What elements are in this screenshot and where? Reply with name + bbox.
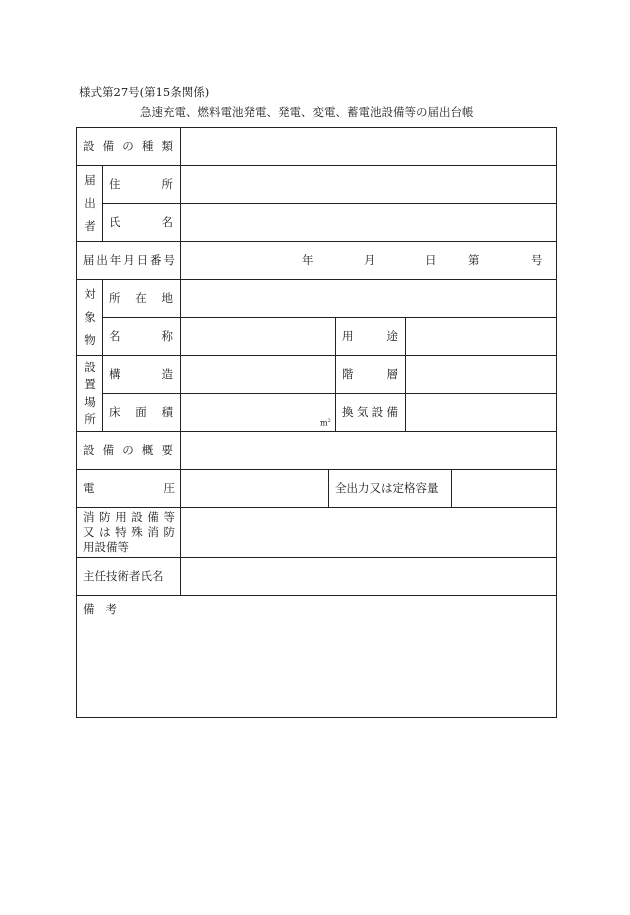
label-char: 日	[136, 253, 149, 267]
label-char: 要	[161, 443, 173, 457]
label-char: 考	[105, 602, 117, 616]
equipment-type-label	[83, 141, 173, 153]
label-char: は	[99, 525, 111, 539]
label-char: 置	[84, 377, 96, 392]
fire-equipment-value[interactable]	[181, 508, 556, 558]
fire-equipment-line-3: 用設備等	[83, 540, 129, 554]
structure-label-cell	[103, 356, 181, 394]
label-char: 防	[99, 510, 111, 524]
label-char: 月	[123, 253, 135, 267]
label-char: 設	[131, 510, 143, 524]
label-char: 届	[83, 253, 95, 267]
chief-engineer-label-cell	[77, 558, 181, 596]
label-char: 消	[147, 525, 159, 539]
register-table	[76, 127, 557, 718]
output-capacity-value[interactable]	[452, 470, 556, 508]
label-char: 備	[102, 139, 115, 153]
label-char: 換	[342, 405, 354, 419]
label-char: 面	[135, 405, 147, 419]
label-char: 造	[161, 367, 173, 381]
label-char: 積	[161, 405, 173, 419]
label-char: 所	[161, 177, 173, 191]
label-char: 在	[135, 291, 147, 305]
location-label-cell	[103, 280, 181, 318]
label-char: 者	[84, 219, 96, 233]
label-char: 号	[163, 253, 175, 267]
label-char: 圧	[163, 481, 175, 495]
name-label-cell	[103, 204, 181, 242]
form-title: 急速充電、燃料電池発電、発電、変電、蓄電池設備等の届出台帳	[140, 105, 474, 119]
floor-label	[342, 369, 398, 381]
location-value[interactable]	[181, 280, 556, 318]
floor-area-label-cell	[103, 394, 181, 432]
ventilation-value[interactable]	[406, 394, 556, 432]
label-char: 等	[163, 510, 175, 524]
label-char: の	[122, 139, 134, 153]
use-value[interactable]	[406, 318, 556, 356]
label-char: 称	[161, 329, 173, 343]
label-char: 概	[141, 443, 154, 457]
equipment-type-label-cell	[77, 128, 181, 166]
structure-label	[109, 369, 173, 381]
label-char: 出	[96, 253, 108, 267]
square-meter-unit: $m^2$	[320, 418, 331, 428]
output-capacity-label: 全出力又は定格容量	[335, 481, 439, 495]
label-char: 対	[84, 287, 96, 301]
label-char: 年	[109, 253, 122, 267]
notification-date-value[interactable]	[181, 242, 556, 280]
label-char: 備	[147, 510, 159, 524]
fire-equipment-line-2	[83, 527, 175, 539]
label-char: 用	[342, 329, 354, 343]
fire-equipment-line-1	[83, 512, 175, 524]
notification-date-label-cell	[77, 242, 181, 280]
number-prefix-char: 第	[468, 253, 480, 267]
label-char: 名	[161, 215, 173, 229]
floor-label-cell	[336, 356, 406, 394]
equipment-type-value[interactable]	[181, 128, 556, 166]
label-char: 名	[109, 329, 121, 343]
target-name-label	[109, 331, 173, 343]
label-char: 殊	[131, 525, 143, 539]
label-char: 層	[386, 367, 398, 381]
label-char: 特	[115, 525, 127, 539]
label-char: 防	[163, 525, 175, 539]
label-char: 途	[386, 329, 398, 343]
label-char: 設	[83, 139, 95, 153]
notifier-group-cell	[77, 166, 103, 242]
number-suffix-char: 号	[531, 253, 543, 267]
target-group-cell	[77, 280, 103, 356]
use-label	[342, 331, 398, 343]
label-char: 構	[109, 367, 121, 381]
label-char: 備	[386, 405, 398, 419]
label-char: 設	[84, 360, 96, 374]
address-label	[109, 179, 173, 191]
structure-value[interactable]	[181, 356, 336, 394]
label-char: 所	[84, 411, 96, 426]
target-group-label	[77, 286, 103, 348]
label-char: 備	[102, 443, 115, 457]
year-char: 年	[302, 253, 314, 267]
label-char: 又	[83, 525, 95, 539]
overview-label	[83, 445, 173, 457]
ventilation-label	[342, 407, 398, 419]
ventilation-label-cell	[336, 394, 406, 432]
fire-equipment-label-cell	[77, 508, 181, 558]
use-label-cell	[336, 318, 406, 356]
label-char: 氏	[109, 215, 121, 229]
label-char: 所	[109, 291, 121, 305]
label-char: の	[122, 443, 134, 457]
output-capacity-label-cell	[329, 470, 452, 508]
label-char: 種	[141, 139, 154, 153]
install-place-group-cell	[77, 356, 103, 432]
label-char: 出	[84, 196, 96, 210]
remarks-cell[interactable]	[77, 596, 556, 717]
notifier-group-label	[77, 172, 103, 234]
voltage-label	[83, 483, 175, 495]
label-char: 番	[150, 253, 162, 267]
floor-area-value[interactable]	[181, 394, 336, 432]
chief-engineer-value[interactable]	[181, 558, 556, 596]
floor-value[interactable]	[406, 356, 556, 394]
voltage-label-cell	[77, 470, 181, 508]
month-char: 月	[364, 253, 376, 267]
label-char: 床	[109, 405, 121, 419]
address-value[interactable]	[181, 166, 556, 204]
label-char: 消	[83, 510, 95, 524]
label-char: 物	[84, 333, 96, 347]
label-char: 気	[356, 405, 369, 419]
remarks-label	[83, 604, 117, 616]
label-char: 備	[83, 602, 95, 616]
target-name-label-cell	[103, 318, 181, 356]
chief-engineer-label: 主任技術者氏名	[83, 569, 164, 583]
label-char: 地	[161, 291, 173, 305]
label-char: 場	[84, 394, 96, 409]
install-place-group-label	[77, 359, 103, 427]
overview-label-cell	[77, 432, 181, 470]
floor-area-label	[109, 407, 173, 419]
voltage-value[interactable]	[181, 470, 329, 508]
address-label-cell	[103, 166, 181, 204]
label-char: 類	[161, 139, 173, 153]
label-char: 象	[84, 310, 96, 324]
label-char: 階	[342, 367, 354, 381]
label-char: 設	[83, 443, 95, 457]
label-char: 届	[84, 173, 96, 187]
location-label	[109, 293, 173, 305]
name-value[interactable]	[181, 204, 556, 242]
overview-value[interactable]	[181, 432, 556, 470]
label-char: 用	[115, 510, 127, 524]
label-char: 電	[83, 481, 95, 495]
day-char: 日	[425, 253, 437, 267]
name-label	[109, 217, 173, 229]
label-char: 住	[109, 177, 121, 191]
notification-date-label	[83, 255, 175, 267]
target-name-value[interactable]	[181, 318, 336, 356]
form-number: 様式第27号(第15条関係)	[79, 85, 210, 99]
label-char: 設	[371, 405, 384, 419]
